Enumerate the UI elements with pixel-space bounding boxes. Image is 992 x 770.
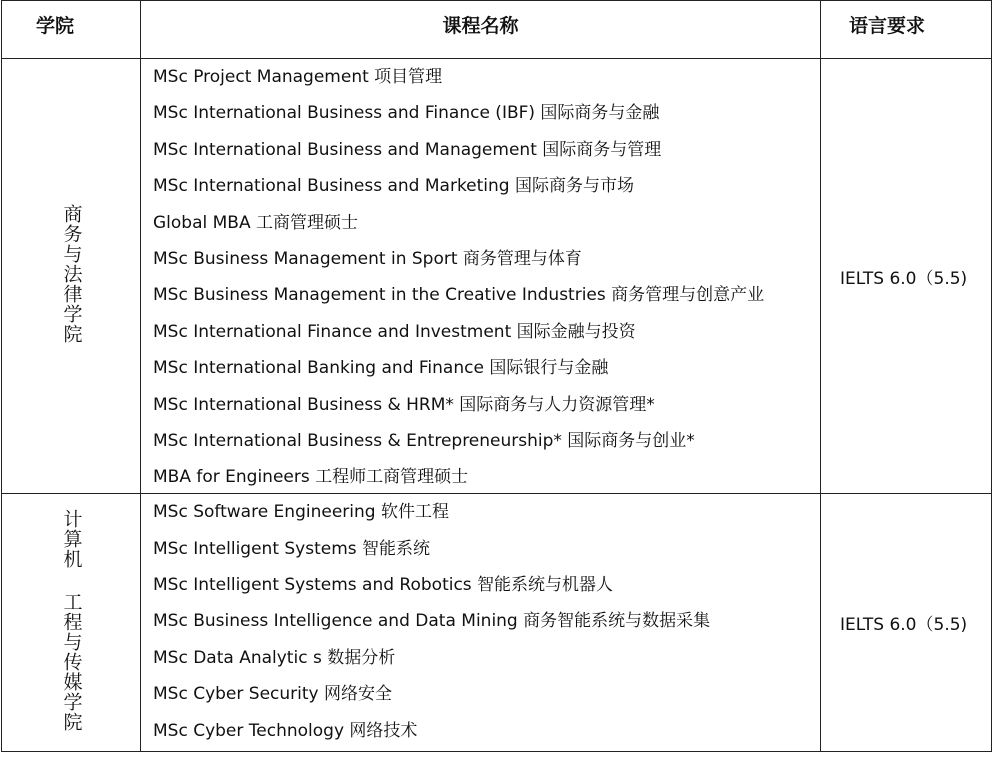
course-item: MSc International Business & Entrepreneurship* 国际商务与创业* bbox=[153, 430, 695, 451]
courses-cell bbox=[141, 59, 821, 494]
course-item: MSc International Business and Management 国际商务与管理 bbox=[153, 139, 662, 160]
course-item: MSc Cyber Technology 网络技术 bbox=[153, 720, 418, 741]
group-row-business bbox=[2, 59, 992, 494]
course-item: MSc Project Management 项目管理 bbox=[153, 67, 443, 87]
course-item: MSc International Business & HRM* 国际商务与人力资源管理* bbox=[153, 394, 655, 415]
language-requirement: IELTS 6.0（5.5) bbox=[821, 59, 992, 494]
header-row bbox=[2, 1, 992, 59]
course-item: MSc Intelligent Systems and Robotics 智能系统与机器人 bbox=[153, 575, 614, 596]
header-school: 学院 bbox=[2, 1, 141, 59]
school-name: 计算机 工程与传媒学院 bbox=[60, 508, 83, 732]
school-name: 商务与法律学院 bbox=[60, 204, 83, 345]
header-course: 课程名称 bbox=[141, 1, 821, 59]
course-item: MSc Cyber Security 网络安全 bbox=[153, 684, 392, 705]
course-item: Global MBA 工商管理硕士 bbox=[153, 212, 358, 233]
course-item: MSc International Banking and Finance 国际银行与金融 bbox=[153, 358, 609, 379]
courses-cell bbox=[141, 494, 821, 751]
course-item: MBA for Engineers 工程师工商管理硕士 bbox=[153, 467, 469, 488]
course-item: MSc Software Engineering 软件工程 bbox=[153, 502, 449, 523]
language-requirement: IELTS 6.0（5.5) bbox=[821, 494, 992, 751]
group-row-computing bbox=[2, 494, 992, 751]
course-item: MSc Intelligent Systems 智能系统 bbox=[153, 538, 431, 559]
course-list bbox=[141, 67, 820, 487]
school-cell bbox=[2, 494, 141, 751]
course-item: MSc Business Management in the Creative Industries 商务管理与创意产业 bbox=[153, 285, 765, 306]
courses-table bbox=[1, 0, 992, 752]
course-item: MSc International Business and Marketing 国际商务与市场 bbox=[153, 176, 634, 197]
course-item: MSc Data Analytic s 数据分析 bbox=[153, 647, 396, 668]
course-item: MSc Business Intelligence and Data Mining 商务智能系统与数据采集 bbox=[153, 611, 711, 632]
course-item: MSc International Business and Finance (IBF) 国际商务与金融 bbox=[153, 103, 660, 124]
course-list bbox=[141, 502, 820, 740]
header-language: 语言要求 bbox=[821, 1, 992, 59]
course-item: MSc International Finance and Investment 国际金融与投资 bbox=[153, 321, 636, 342]
school-cell bbox=[2, 59, 141, 494]
course-item: MSc Business Management in Sport 商务管理与体育 bbox=[153, 248, 582, 269]
